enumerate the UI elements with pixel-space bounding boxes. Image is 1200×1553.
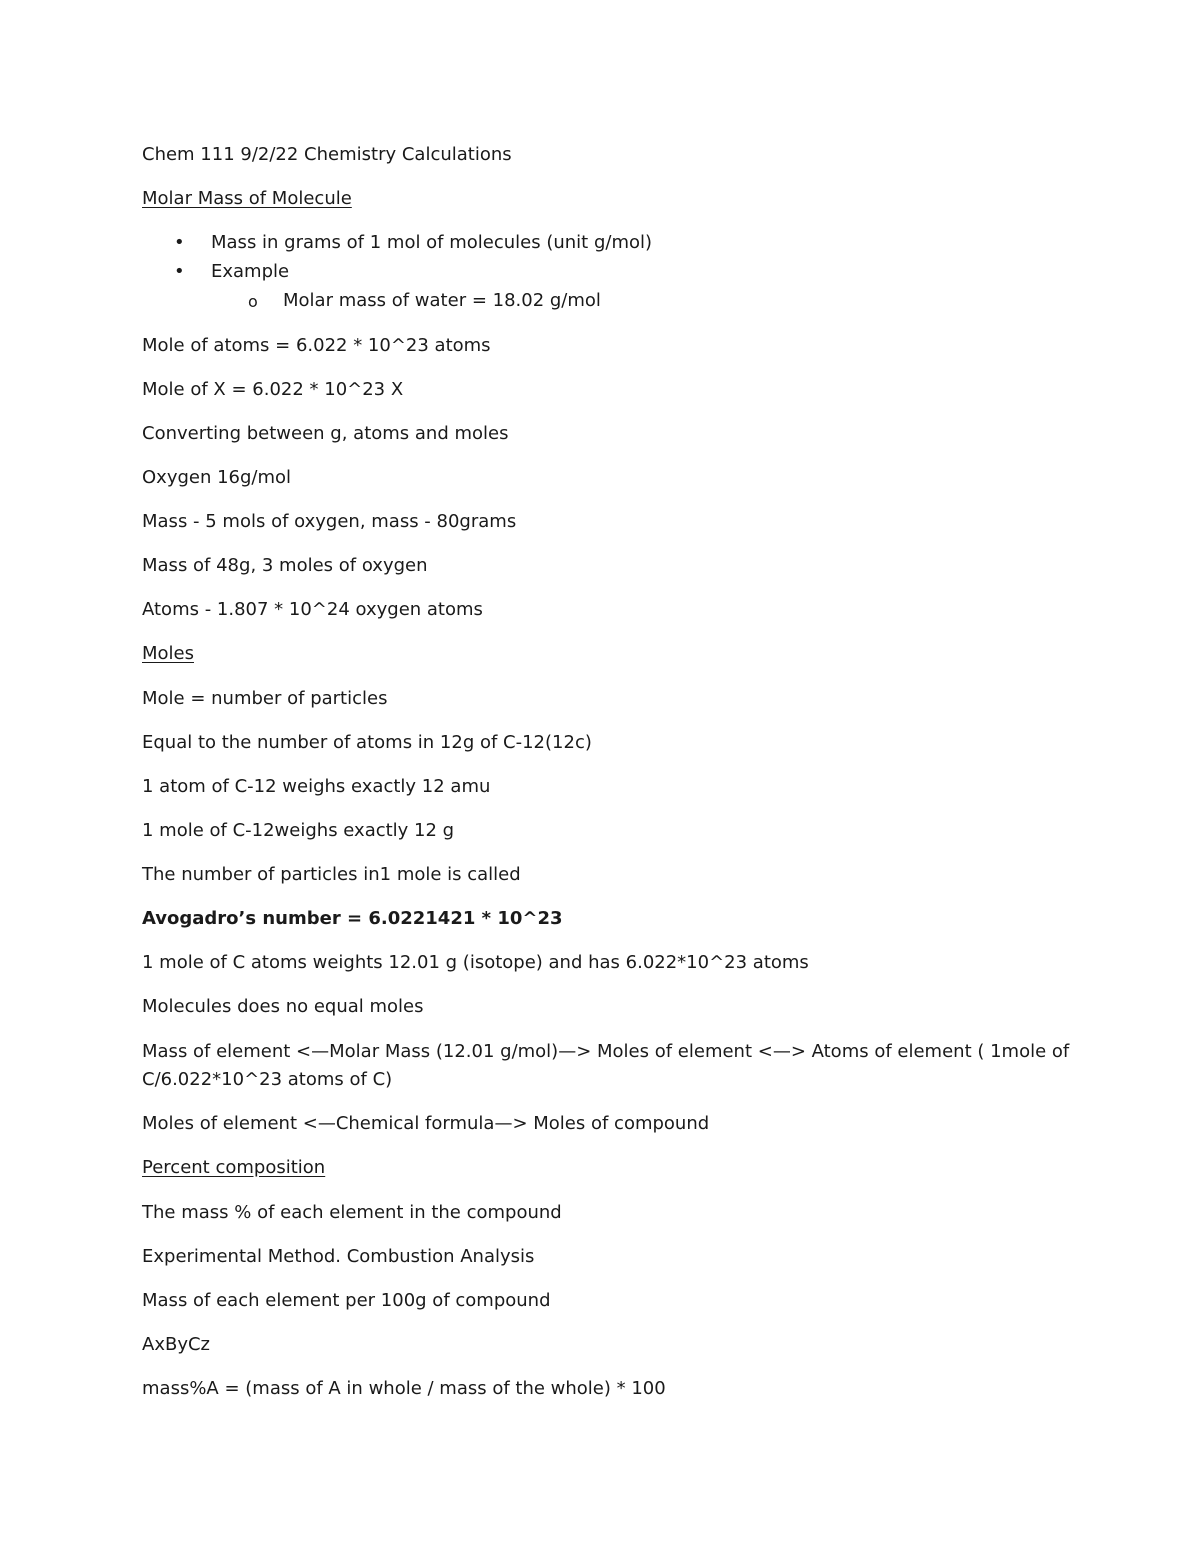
sub-bullet-marker: o [248,292,258,311]
list-item: Molar mass of water = 18.02 g/mol [283,290,601,311]
list-item: Example [211,261,290,282]
text-line: Oxygen 16g/mol [142,467,292,488]
text-line: Moles of element <—Chemical formula—> Moles of compound [142,1113,710,1134]
text-line: 1 atom of C-12 weighs exactly 12 amu [142,776,491,797]
text-line: Mass of element <—Molar Mass (12.01 g/mol)—> Moles of element <—> Atoms of element ( 1mole of [142,1041,1070,1062]
bullet-marker: • [174,261,185,282]
avogadro-line: Avogadro’s number = 6.0221421 * 10^23 [142,908,563,929]
heading-percent-composition: Percent composition [142,1157,326,1178]
text-line: Mass of 48g, 3 moles of oxygen [142,555,428,576]
text-line: The number of particles in1 mole is called [142,864,521,885]
document-title: Chem 111 9/2/22 Chemistry Calculations [142,144,512,165]
text-line: 1 mole of C atoms weights 12.01 g (isotope) and has 6.022*10^23 atoms [142,952,809,973]
text-line: 1 mole of C-12weighs exactly 12 g [142,820,455,841]
text-line: Atoms - 1.807 * 10^24 oxygen atoms [142,599,483,620]
text-line: Mass - 5 mols of oxygen, mass - 80grams [142,511,517,532]
text-line: AxByCz [142,1334,210,1355]
text-line: Experimental Method. Combustion Analysis [142,1246,535,1267]
text-line: C/6.022*10^23 atoms of C) [142,1069,393,1090]
text-line: Mole of atoms = 6.022 * 10^23 atoms [142,335,491,356]
text-line: Molecules does no equal moles [142,996,424,1017]
text-line: Mass of each element per 100g of compound [142,1290,551,1311]
text-line: mass%A = (mass of A in whole / mass of the whole) * 100 [142,1378,666,1399]
text-line: Mole = number of particles [142,688,388,709]
heading-moles: Moles [142,643,194,664]
heading-molar-mass: Molar Mass of Molecule [142,188,352,209]
text-line: Mole of X = 6.022 * 10^23 X [142,379,404,400]
bullet-marker: • [174,232,185,253]
text-line: Equal to the number of atoms in 12g of C-12(12c) [142,732,592,753]
text-line: Converting between g, atoms and moles [142,423,509,444]
text-line: The mass % of each element in the compound [142,1202,562,1223]
list-item: Mass in grams of 1 mol of molecules (unit g/mol) [211,232,653,253]
